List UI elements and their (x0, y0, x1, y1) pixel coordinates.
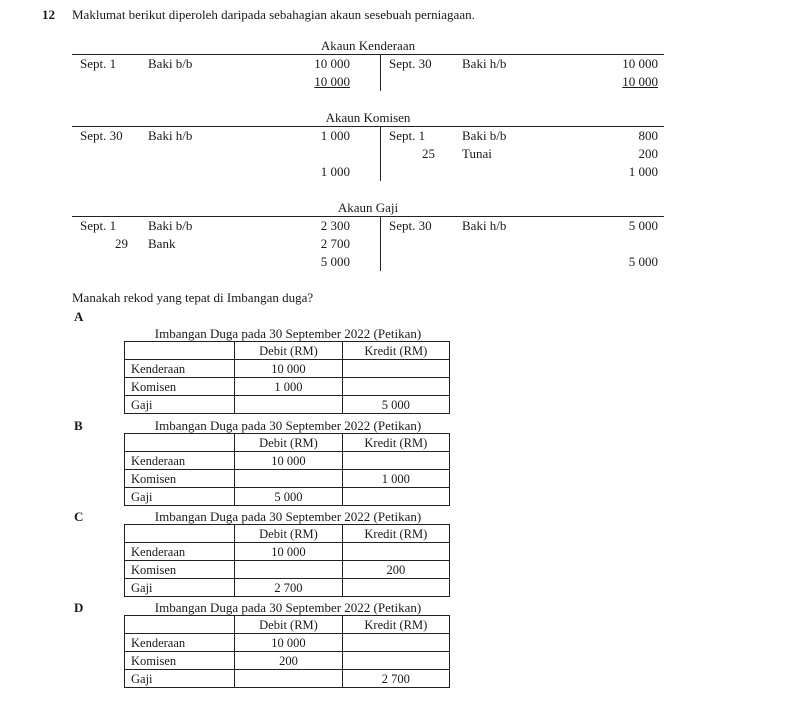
debit-value (235, 470, 342, 488)
credit-description: Baki b/b (462, 128, 507, 143)
table-row (125, 670, 450, 688)
option-c-trial-balance[interactable] (124, 509, 452, 597)
debit-value (235, 396, 342, 414)
credit-amount: 10 000 (622, 56, 658, 71)
credit-value (342, 360, 449, 378)
debit-description: Baki h/b (148, 128, 193, 143)
credit-value (342, 634, 449, 652)
credit-date: 25 (422, 146, 435, 161)
question-text: Maklumat berikut diperoleh daripada sebahagian akaun sesebuah perniagaan. (72, 7, 475, 22)
trial-balance-table (124, 433, 450, 506)
option-b-trial-balance[interactable] (124, 418, 452, 506)
header-account (125, 434, 235, 452)
account-row (72, 235, 664, 253)
header-debit: Debit (RM) (235, 525, 342, 543)
table-row (125, 360, 450, 378)
header-credit: Kredit (RM) (342, 525, 449, 543)
account-name: Komisen (125, 378, 235, 396)
credit-total: 10 000 (622, 74, 658, 89)
debit-amount: 10 000 (314, 56, 350, 71)
debit-amount: 2 700 (320, 236, 350, 251)
option-d-label[interactable]: D (74, 600, 84, 615)
debit-total: 1 000 (320, 164, 350, 179)
question-number: 12 (42, 7, 55, 22)
account-body (72, 127, 664, 181)
credit-total: 1 000 (628, 164, 658, 179)
account-komisen (72, 110, 664, 181)
table-row (125, 543, 450, 561)
trial-balance-table (124, 524, 450, 597)
table-row (125, 378, 450, 396)
credit-date: Sept. 1 (389, 128, 426, 143)
header-credit: Kredit (RM) (342, 342, 449, 360)
debit-description: Baki b/b (148, 56, 193, 71)
table-header-row (125, 616, 450, 634)
credit-description: Tunai (462, 146, 492, 161)
header-account (125, 525, 235, 543)
credit-date: Sept. 30 (389, 56, 432, 71)
table-header-row (125, 525, 450, 543)
credit-amount: 5 000 (628, 218, 658, 233)
account-gaji (72, 200, 664, 271)
credit-description: Baki h/b (462, 56, 507, 71)
table-row (125, 470, 450, 488)
table-row (125, 652, 450, 670)
debit-amount: 2 300 (320, 218, 350, 233)
debit-value: 10 000 (235, 452, 342, 470)
account-row (72, 55, 664, 73)
table-row (125, 561, 450, 579)
trial-balance-table (124, 341, 450, 414)
account-total-row (72, 253, 664, 271)
debit-description: Bank (148, 236, 176, 251)
trial-balance-title: Imbangan Duga pada 30 September 2022 (Petikan) (154, 509, 422, 524)
credit-value: 5 000 (342, 396, 449, 414)
header-debit: Debit (RM) (235, 616, 342, 634)
account-name: Kenderaan (125, 452, 235, 470)
trial-balance-title: Imbangan Duga pada 30 September 2022 (Petikan) (154, 326, 422, 341)
account-title: Akaun Gaji (337, 200, 399, 215)
table-row (125, 452, 450, 470)
debit-value (235, 670, 342, 688)
debit-value: 2 700 (235, 579, 342, 597)
account-body (72, 55, 664, 91)
table-row (125, 634, 450, 652)
account-total-row (72, 163, 664, 181)
account-body (72, 217, 664, 271)
account-row (72, 127, 664, 145)
debit-total: 10 000 (314, 74, 350, 89)
table-row (125, 488, 450, 506)
debit-date: Sept. 1 (80, 218, 117, 233)
debit-value: 10 000 (235, 360, 342, 378)
account-row (72, 217, 664, 235)
account-kenderaan (72, 38, 664, 91)
credit-value (342, 488, 449, 506)
account-name: Komisen (125, 652, 235, 670)
header-credit: Kredit (RM) (342, 616, 449, 634)
table-header-row (125, 342, 450, 360)
account-name: Komisen (125, 470, 235, 488)
credit-total: 5 000 (628, 254, 658, 269)
credit-date: Sept. 30 (389, 218, 432, 233)
debit-description: Baki b/b (148, 218, 193, 233)
trial-balance-table (124, 615, 450, 688)
debit-amount: 1 000 (320, 128, 350, 143)
credit-amount: 800 (638, 128, 658, 143)
table-row (125, 396, 450, 414)
header-credit: Kredit (RM) (342, 434, 449, 452)
credit-value (342, 452, 449, 470)
account-row (72, 145, 664, 163)
credit-value: 1 000 (342, 470, 449, 488)
credit-amount: 200 (638, 146, 658, 161)
header-account (125, 342, 235, 360)
debit-value: 1 000 (235, 378, 342, 396)
debit-value: 5 000 (235, 488, 342, 506)
question-prompt: Manakah rekod yang tepat di Imbangan duga? (72, 290, 314, 305)
option-d-trial-balance[interactable] (124, 600, 452, 688)
debit-date: Sept. 30 (80, 128, 123, 143)
option-b-label[interactable]: B (74, 418, 83, 433)
credit-value (342, 543, 449, 561)
credit-value (342, 652, 449, 670)
account-name: Gaji (125, 670, 235, 688)
header-debit: Debit (RM) (235, 434, 342, 452)
account-name: Kenderaan (125, 360, 235, 378)
debit-total: 5 000 (320, 254, 350, 269)
debit-value (235, 561, 342, 579)
credit-description: Baki h/b (462, 218, 507, 233)
account-title: Akaun Komisen (325, 110, 411, 125)
option-a-label[interactable]: A (74, 309, 84, 324)
credit-value (342, 378, 449, 396)
credit-value: 2 700 (342, 670, 449, 688)
account-name: Gaji (125, 488, 235, 506)
option-a-trial-balance[interactable] (124, 326, 452, 414)
account-name: Kenderaan (125, 634, 235, 652)
debit-value: 10 000 (235, 543, 342, 561)
header-account (125, 616, 235, 634)
option-c-label[interactable]: C (74, 509, 84, 524)
credit-value (342, 579, 449, 597)
account-name: Kenderaan (125, 543, 235, 561)
debit-value: 200 (235, 652, 342, 670)
debit-date: Sept. 1 (80, 56, 117, 71)
account-name: Gaji (125, 396, 235, 414)
header-debit: Debit (RM) (235, 342, 342, 360)
account-title: Akaun Kenderaan (320, 38, 416, 53)
trial-balance-title: Imbangan Duga pada 30 September 2022 (Petikan) (154, 418, 422, 433)
debit-date: 29 (115, 236, 128, 251)
account-name: Komisen (125, 561, 235, 579)
credit-value: 200 (342, 561, 449, 579)
account-total-row (72, 73, 664, 91)
debit-value: 10 000 (235, 634, 342, 652)
table-row (125, 579, 450, 597)
account-name: Gaji (125, 579, 235, 597)
table-header-row (125, 434, 450, 452)
trial-balance-title: Imbangan Duga pada 30 September 2022 (Petikan) (154, 600, 422, 615)
